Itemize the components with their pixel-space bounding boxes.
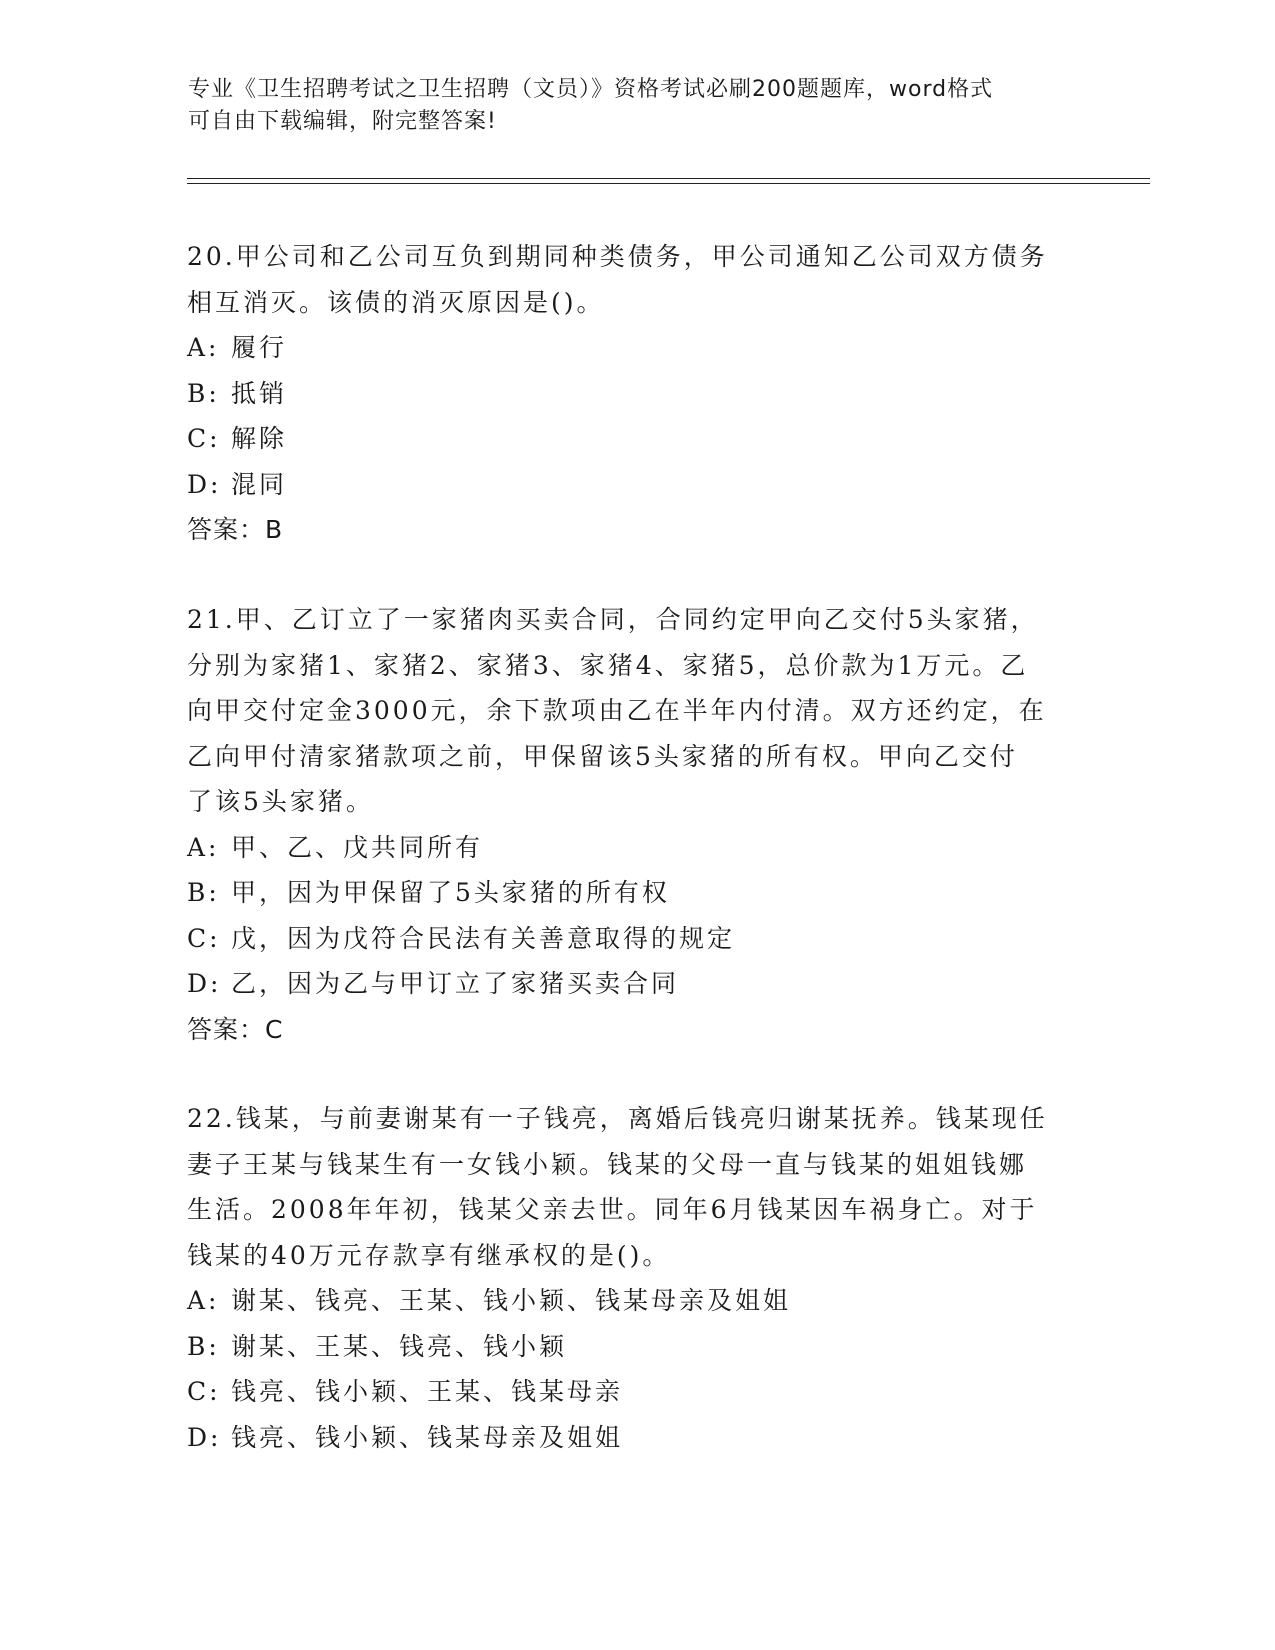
answer-label: 答案：C bbox=[187, 1014, 284, 1044]
answer-label: 答案：B bbox=[187, 515, 284, 544]
option-a bbox=[187, 1278, 1087, 1324]
option-c bbox=[187, 416, 1087, 462]
question-line: 了该5头家猪。 bbox=[187, 787, 374, 816]
option-c bbox=[187, 916, 1087, 962]
option-letter: B: bbox=[187, 1331, 220, 1361]
question-stem bbox=[187, 597, 1087, 825]
question-line: 相互消灭。该债的消灭原因是()。 bbox=[187, 287, 605, 317]
option-text: 钱亮、钱小颖、钱某母亲及姐姐 bbox=[231, 1422, 624, 1452]
option-d bbox=[187, 961, 1087, 1007]
option-letter: C: bbox=[187, 424, 221, 453]
option-a bbox=[187, 325, 1087, 371]
option-letter: D: bbox=[187, 969, 222, 998]
question-line: 分别为家猪1、家猪2、家猪3、家猪4、家猪5，总价款为1万元。乙 bbox=[187, 650, 1029, 680]
question-line: 21.甲、乙订立了一家猪肉买卖合同，合同约定甲向乙交付5头家猪， bbox=[187, 605, 1039, 634]
option-letter: D: bbox=[187, 1422, 222, 1452]
option-b bbox=[187, 1324, 1087, 1370]
question-line: 20.甲公司和乙公司互负到期同种类债务，甲公司通知乙公司双方债务 bbox=[187, 242, 1048, 271]
option-c bbox=[187, 1369, 1087, 1415]
question-stem bbox=[187, 1096, 1087, 1278]
question-line: 向甲交付定金3000元，余下款项由乙在半年内付清。双方还约定，在 bbox=[187, 696, 1047, 725]
question-line: 22.钱某，与前妻谢某有一子钱亮，离婚后钱亮归谢某抚养。钱某现任 bbox=[187, 1104, 1048, 1133]
document-header bbox=[188, 74, 1088, 138]
option-b bbox=[187, 870, 1087, 916]
header-divider-bottom bbox=[187, 183, 1150, 184]
question-21 bbox=[187, 597, 1087, 1052]
option-d bbox=[187, 462, 1087, 508]
option-d bbox=[187, 1415, 1087, 1461]
option-letter: C: bbox=[187, 923, 221, 953]
question-line: 妻子王某与钱某生有一女钱小颖。钱某的父母一直与钱某的姐姐钱娜 bbox=[187, 1149, 1028, 1179]
header-line-1: 专业《卫生招聘考试之卫生招聘（文员）》资格考试必刷200题题库，word格式 bbox=[188, 77, 994, 102]
option-letter: C: bbox=[187, 1377, 221, 1406]
option-letter: A: bbox=[187, 333, 220, 362]
option-letter: D: bbox=[187, 469, 222, 499]
option-letter: B: bbox=[187, 378, 220, 408]
option-a bbox=[187, 825, 1087, 871]
option-b bbox=[187, 371, 1087, 417]
option-letter: A: bbox=[187, 1286, 220, 1315]
option-text: 履行 bbox=[231, 333, 288, 362]
question-line: 乙向甲付清家猪款项之前，甲保留该5头家猪的所有权。甲向乙交付 bbox=[187, 741, 1018, 771]
option-text: 甲，因为甲保留了5头家猪的所有权 bbox=[231, 878, 670, 907]
question-line: 生活。2008年年初，钱某父亲去世。同年6月钱某因车祸身亡。对于 bbox=[187, 1195, 1038, 1224]
option-text: 戊，因为戊符合民法有关善意取得的规定 bbox=[231, 923, 736, 953]
question-22 bbox=[187, 1096, 1087, 1460]
option-text: 乙，因为乙与甲订立了家猪买卖合同 bbox=[231, 969, 680, 998]
option-text: 甲、乙、戊共同所有 bbox=[231, 832, 484, 862]
option-text: 钱亮、钱小颖、王某、钱某母亲 bbox=[231, 1377, 624, 1406]
option-text: 混同 bbox=[231, 469, 288, 499]
option-text: 谢某、王某、钱亮、钱小颖 bbox=[231, 1331, 568, 1361]
option-text: 谢某、钱亮、王某、钱小颖、钱某母亲及姐姐 bbox=[231, 1286, 792, 1315]
option-letter: B: bbox=[187, 878, 220, 907]
option-letter: A: bbox=[187, 832, 220, 862]
option-text: 抵销 bbox=[231, 378, 288, 408]
question-line: 钱某的40万元存款享有继承权的是()。 bbox=[187, 1240, 671, 1270]
option-text: 解除 bbox=[231, 424, 288, 453]
header-line-2: 可自由下载编辑，附完整答案! bbox=[188, 109, 497, 134]
question-stem bbox=[187, 234, 1087, 325]
header-divider-top bbox=[187, 178, 1150, 179]
question-20 bbox=[187, 234, 1087, 553]
